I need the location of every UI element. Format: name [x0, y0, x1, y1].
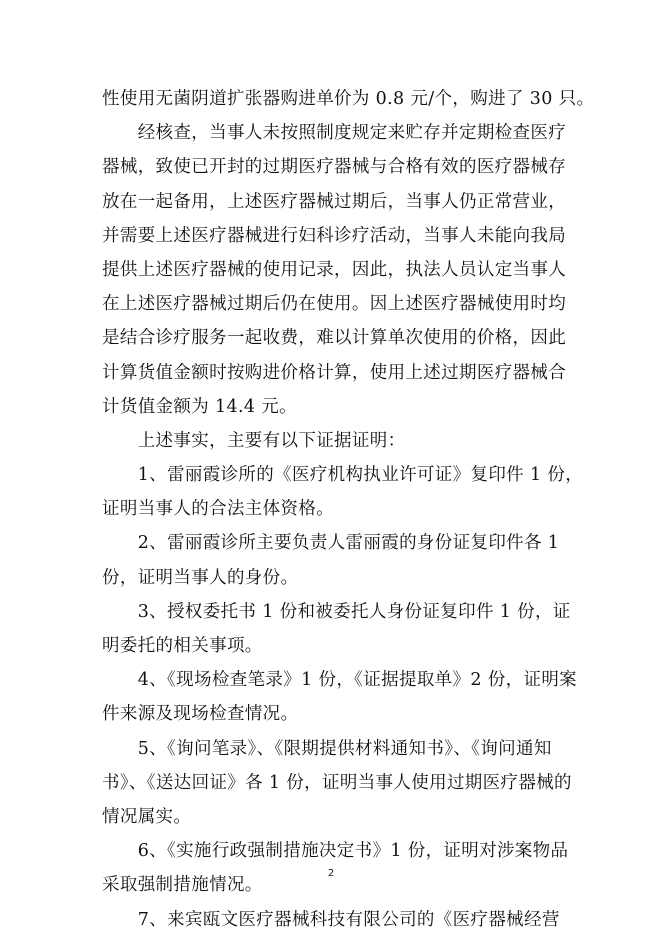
- text-line: 证明当事人的合法主体资格。: [102, 499, 335, 520]
- text-line: 放在一起备用，上述医疗器械过期后，当事人仍正常营业，: [102, 191, 567, 212]
- text-line: 2、雷丽霞诊所主要负责人雷丽霞的身份证复印件各 1: [102, 533, 560, 554]
- text-line: 器械，致使已开封的过期医疗器械与合格有效的医疗器械存: [102, 157, 567, 178]
- text-line: 是结合诊疗服务一起收费，难以计算单次使用的价格，因此: [102, 328, 567, 349]
- text-line: 书》、《送达回证》各 1 份，证明当事人使用过期医疗器械的: [102, 772, 572, 793]
- text-line: 计货值金额为 14.4 元。: [102, 396, 297, 417]
- text-line: 上述事实，主要有以下证据证明：: [102, 430, 406, 451]
- text-line: 并需要上述医疗器械进行妇科诊疗活动，当事人未能向我局: [102, 225, 567, 246]
- text-line: 5、《询问笔录》、《限期提供材料通知书》、《询问通知: [102, 738, 552, 759]
- text-line: 1、雷丽霞诊所的《医疗机构执业许可证》复印件 1 份，: [102, 465, 584, 486]
- text-line: 提供上述医疗器械的使用记录，因此，执法人员认定当事人: [102, 259, 567, 280]
- text-line: 在上述医疗器械过期后仍在使用。因上述医疗器械使用时均: [102, 294, 567, 315]
- text-line: 情况属实。: [102, 806, 192, 827]
- text-line: 件来源及现场检查情况。: [102, 704, 299, 725]
- text-line: 经核查，当事人未按照制度规定来贮存并定期检查医疗: [102, 123, 567, 144]
- page-number: 2: [327, 868, 335, 879]
- text-line: 4、《现场检查笔录》1 份，《证据提取单》2 份，证明案: [102, 670, 578, 691]
- text-line: 6、《实施行政强制措施决定书》1 份，证明对涉案物品: [102, 841, 569, 862]
- text-line: 明委托的相关事项。: [102, 636, 263, 656]
- text-line: 采取强制措施情况。: [102, 875, 263, 896]
- text-line: 7、来宾瓯文医疗器械科技有限公司的《医疗器械经营: [102, 909, 560, 930]
- text-line: 份，证明当事人的身份。: [102, 567, 299, 588]
- text-line: 性使用无菌阴道扩张器购进单价为 0.8 元/个，购进了 30 只。: [102, 89, 595, 109]
- text-line: 计算货值金额时按购进价格计算，使用上述过期医疗器械合: [102, 362, 567, 383]
- text-line: 3、授权委托书 1 份和被委托人身份证复印件 1 份，证: [102, 601, 571, 622]
- body-text: [102, 82, 595, 937]
